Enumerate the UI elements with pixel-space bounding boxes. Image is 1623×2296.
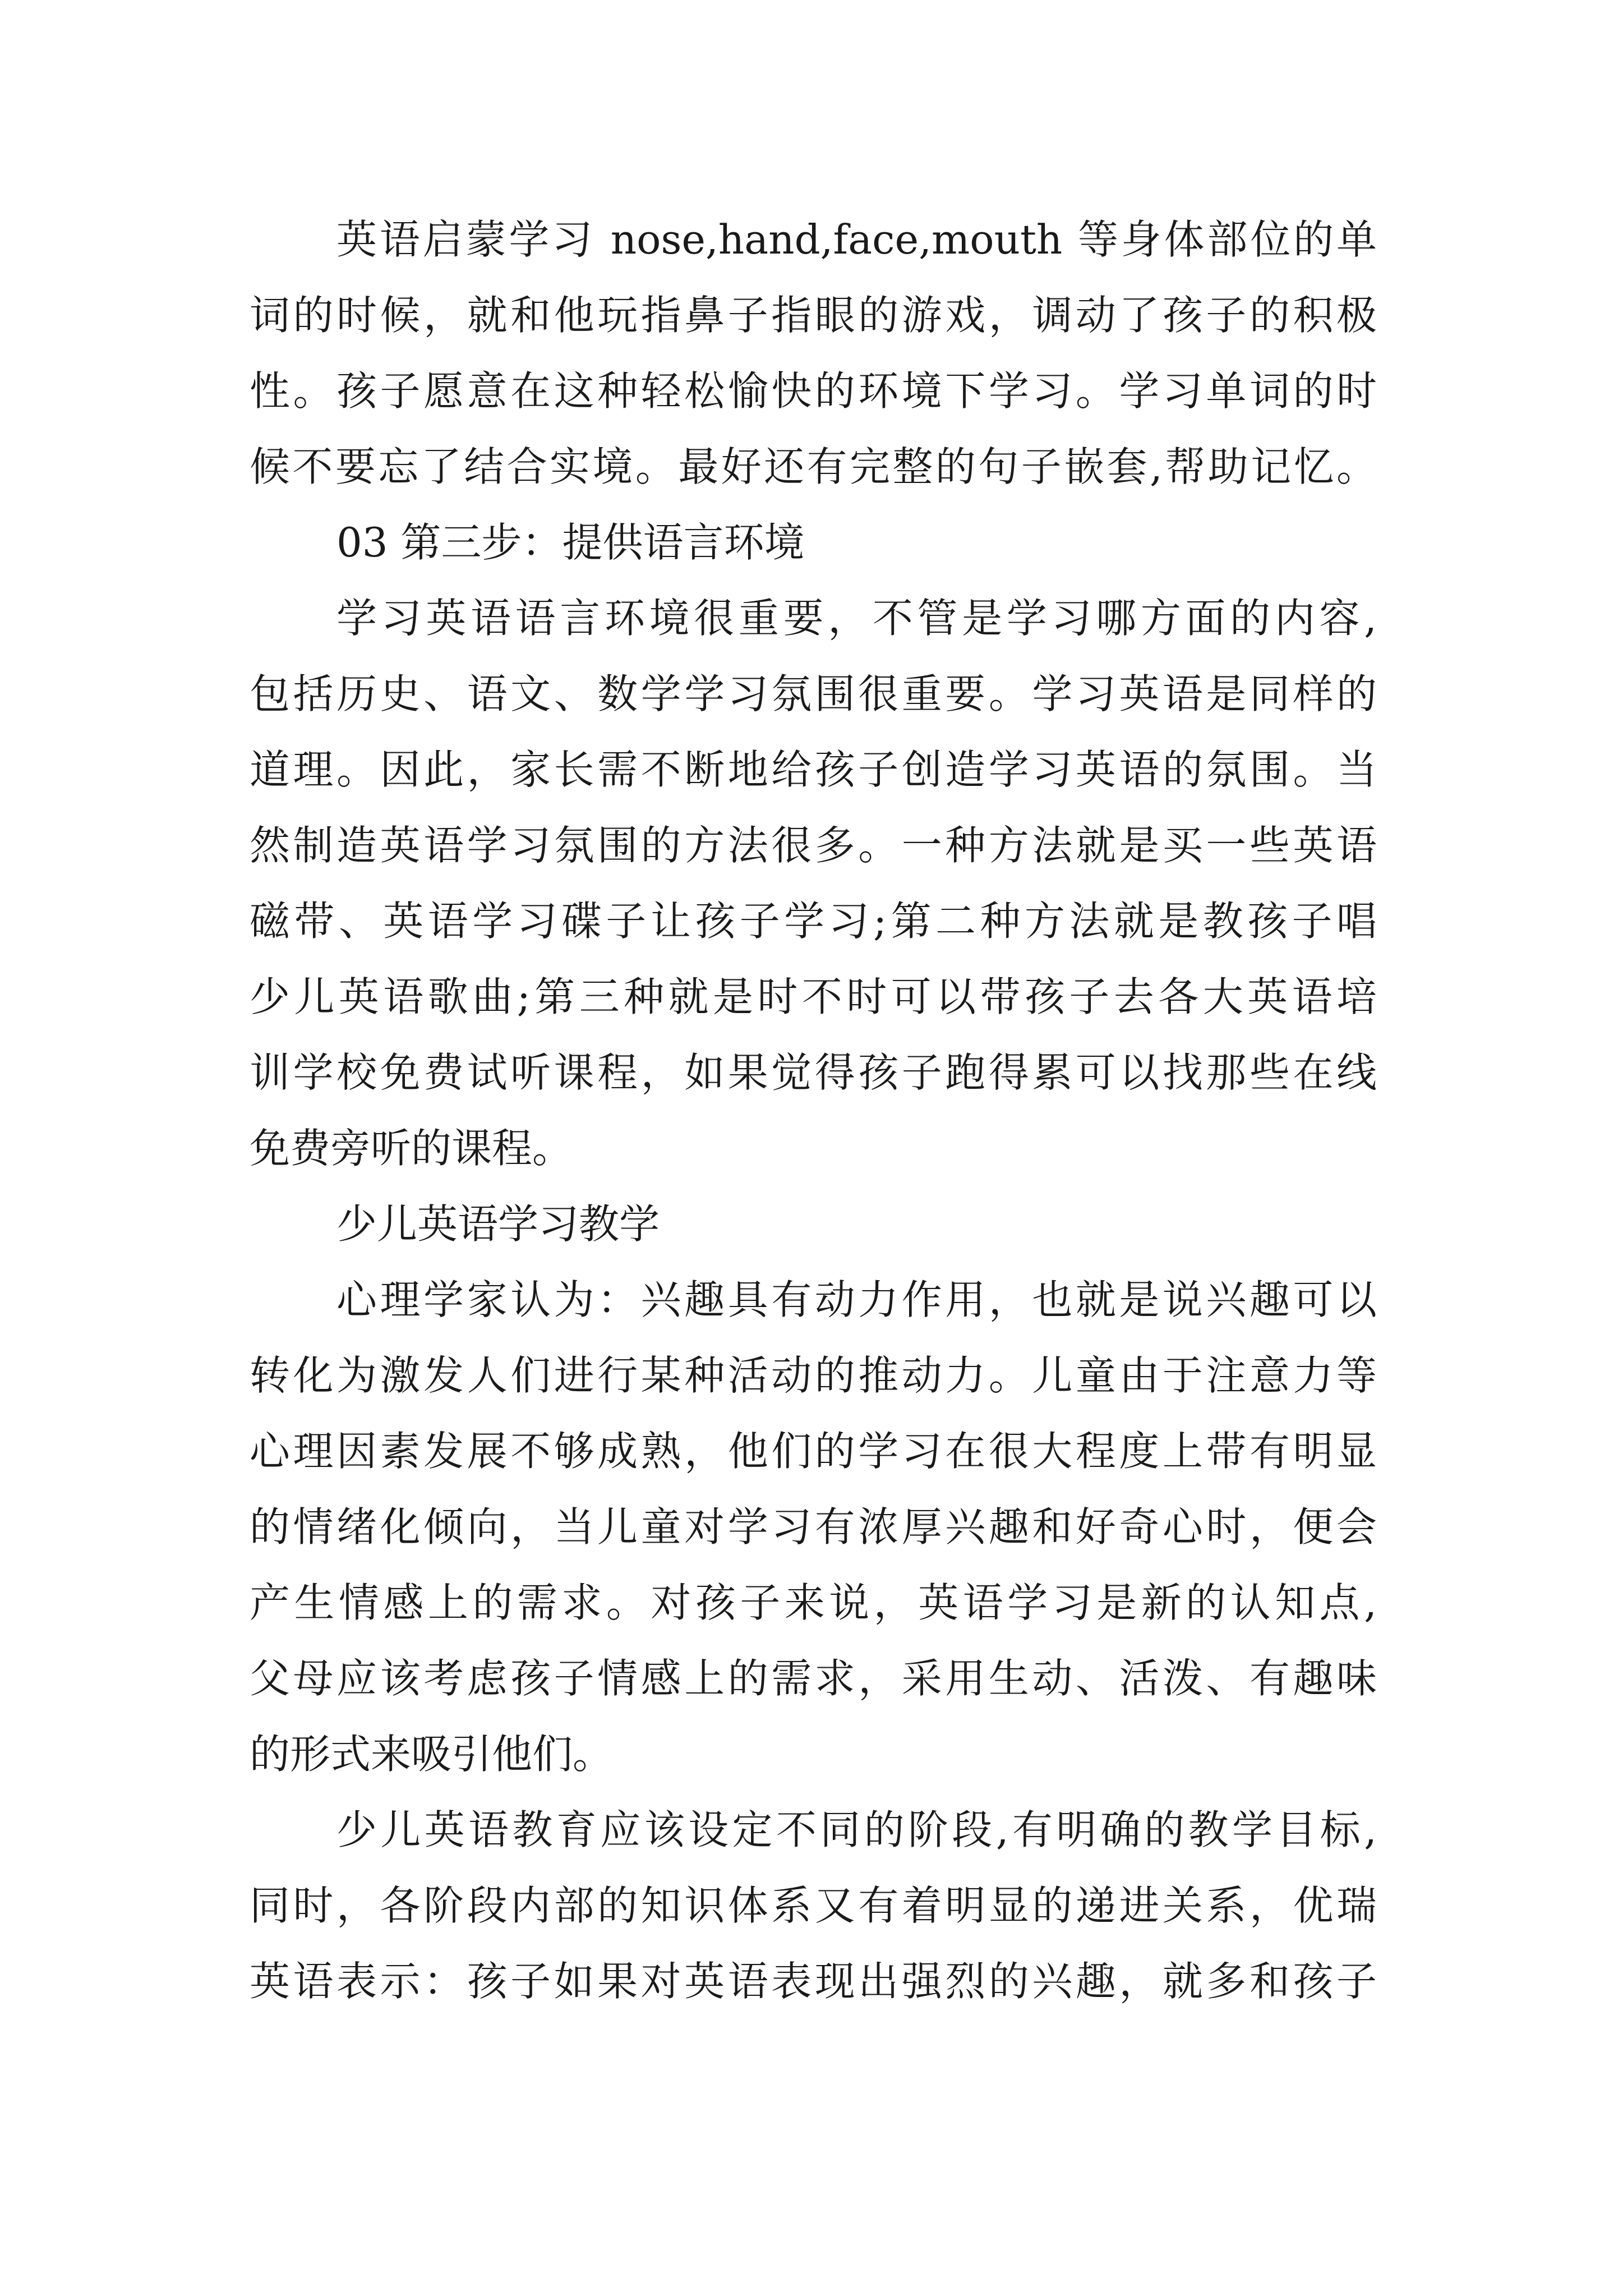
text-line: 英语启蒙学习 nose,hand,face,mouth 等身体部位的单: [336, 216, 1377, 263]
text-line: 少儿英语教育应该设定不同的阶段,有明确的教学目标,: [336, 1806, 1377, 1853]
text-line: 磁带、英语学习碟子让孩子学习;第二种方法就是教孩子唱: [250, 898, 1377, 945]
text-line: 道理。因此，家长需不断地给孩子创造学习英语的氛围。当: [250, 746, 1377, 793]
text-line: 英语表示：孩子如果对英语表现出强烈的兴趣，就多和孩子: [250, 1958, 1377, 2005]
text-line: 训学校免费试听课程，如果觉得孩子跑得累可以找那些在线: [250, 1049, 1377, 1096]
text-line: 产生情感上的需求。对孩子来说，英语学习是新的认知点,: [250, 1579, 1377, 1626]
text-line: 心理因素发展不够成熟，他们的学习在很大程度上带有明显: [250, 1428, 1377, 1475]
text-line: 学习英语语言环境很重要，不管是学习哪方面的内容,: [336, 595, 1377, 642]
text-line: 词的时候，就和他玩指鼻子指眼的游戏，调动了孩子的积极: [250, 292, 1377, 339]
text-line: 然制造英语学习氛围的方法很多。一种方法就是买一些英语: [250, 822, 1377, 869]
text-line: 包括历史、语文、数学学习氛围很重要。学习英语是同样的: [250, 670, 1377, 717]
text-line: 性。孩子愿意在这种轻松愉快的环境下学习。学习单词的时: [250, 367, 1377, 415]
document-page: [250, 202, 1377, 2019]
text-line: 免费旁听的课程。: [250, 1125, 573, 1172]
section-heading: 少儿英语学习教学: [336, 1200, 660, 1248]
section-heading: 03 第三步：提供语言环境: [336, 519, 805, 566]
text-line: 心理学家认为：兴趣具有动力作用，也就是说兴趣可以: [336, 1276, 1377, 1323]
text-line: 少儿英语歌曲;第三种就是时不时可以带孩子去各大英语培: [250, 973, 1377, 1020]
text-line: 的形式来吸引他们。: [250, 1731, 614, 1778]
text-line: 的情绪化倾向，当儿童对学习有浓厚兴趣和好奇心时，便会: [250, 1503, 1377, 1550]
text-line: 候不要忘了结合实境。最好还有完整的句子嵌套,帮助记忆。: [250, 443, 1377, 490]
text-line: 同时，各阶段内部的知识体系又有着明显的递进关系，优瑞: [250, 1882, 1377, 1929]
text-line: 父母应该考虑孩子情感上的需求，采用生动、活泼、有趣味: [250, 1655, 1377, 1702]
text-line: 转化为激发人们进行某种活动的推动力。儿童由于注意力等: [250, 1352, 1377, 1399]
